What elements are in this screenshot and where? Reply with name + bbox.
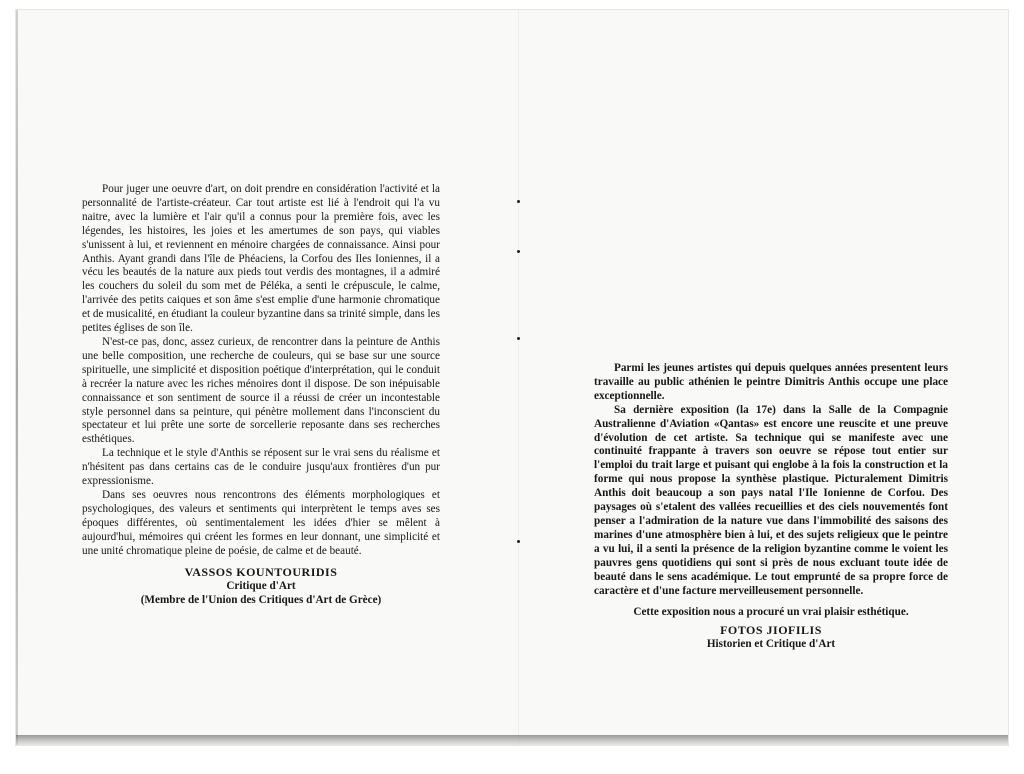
author-signature (594, 624, 948, 652)
fold-mark (517, 250, 520, 253)
article-paragraph: N'est-ce pas, donc, assez curieux, de rencontrer dans la peinture de Anthis une belle composition, une recherche de couleurs, qui se base sur une source spirituelle, une simplicité et disposition poétique d'interprétation, qui le conduit à recréer la nature avec les riches ménoires dont il dispose. De son inépuisable connaissance et son sentiment de source il a réussi de créer un incontestable style personnel dans sa peinture, qui pénètre mollement dans l'inconscient du spectateur et lui prête une sorte de sorcellerie reposante dans ses recherches esthétiques. (82, 335, 440, 446)
author-signature (82, 566, 440, 608)
center-fold (518, 10, 519, 745)
article-paragraph: Pour juger une oeuvre d'art, on doit prendre en considération l'activité et la personnalité de l'artiste-créateur. Car tout artiste est lié à l'endroit qui l'a vu naitre, avec la lumière et l'air qu'il a connus pour la première fois, avec les légendes, les histoires, les joies et les amertumes de son pays, qui viables s'unissent à lui, et reviennent en ménoire chargées de connaissance. Ainsi pour Anthis. Ayant grandi dans l'île de Phéaciens, la Corfou des Iles Ioniennes, il a vécu les beautés de la nature aux pieds tout verdis des montagnes, il a admiré les couchers du soleil du som met de Péléka, a senti le crépuscule, le calme, l'arrivée des petits caiques et son âme s'est emplie d'une harmonie chromatique et de musicalité, en étudiant la couleur byzantine dans sa trinité simple, dans les petites églises de son île. (82, 183, 440, 335)
article-paragraph: Parmi les jeunes artistes qui depuis quelques années presentent leurs travaille au public athénien le peintre Dimitris Anthis occupe une place exceptionnelle. (594, 362, 948, 402)
author-role: Critique d'Art (226, 580, 296, 593)
page-left-edge (16, 10, 18, 745)
article-paragraph: La technique et le style d'Anthis se réposent sur le vrai sens du réalisme et n'hésitent pas dans certains cas de le conduire jusqu'aux frontières d'un pur expressionisme. (82, 447, 440, 488)
article-paragraph: Sa dernière exposition (la 17e) dans la Salle de la Compagnie Australienne d'Aviation «Qantas» est encore une reuscite et une preuve d'évolution de cet artiste. Sa technique qui se manifeste avec une continuité frappante à travers son oeuvre se répose tout entier sur l'emploi du trait large et puisant qui englobe à la fois la construction et la forme qui nous propose la synthèse plastique. Picturalement Dimitris Anthis doit beaucoup a son pays natal l'Ile Ionienne de Corfou. Des paysages où s'etalent des vallées recueillies et des ciels nouvementés font penser a l'admiration de la nature vue dans l'immobilité des saisons des marines d'une atmosphère bien à lui, et des sujets religieux que le peintre a vu lui, il a senti la présence de la religion byzantine comme le voient les pauvres gens quotidiens qui sont si près de nous excluant toute idée de beauté dans le sens académique. Le tout emprunté de sa propre force de caractère et d'une facture merveilleusement personnelle. (594, 403, 948, 597)
left-article (82, 183, 440, 608)
author-affiliation: (Membre de l'Union des Critiques d'Art de Grèce) (140, 594, 382, 607)
article-paragraph: Dans ses oeuvres nous rencontrons des éléments morphologiques et psychologiques, des valeurs et sentiments qui interprètent le temps aves ses époques différentes, où sentimentalement les idées d'hier se mêlent à aujourd'hui, mémoires qui créent les formes en leur donnant, une simplicité et une unité chromatique pleine de poésie, de calme et de beauté. (82, 488, 440, 557)
author-role: Historien et Critique d'Art (706, 638, 836, 651)
fold-mark (517, 200, 520, 203)
closing-line: Cette exposition nous a procuré un vrai plaisir esthétique. (633, 606, 909, 619)
author-name: FOTOS JIOFILIS (720, 623, 822, 638)
right-article (594, 362, 948, 652)
fold-mark (517, 337, 520, 340)
scan-bottom-edge (16, 735, 1008, 745)
fold-mark (517, 540, 520, 543)
author-name: VASSOS KOUNTOURIDIS (184, 565, 338, 580)
